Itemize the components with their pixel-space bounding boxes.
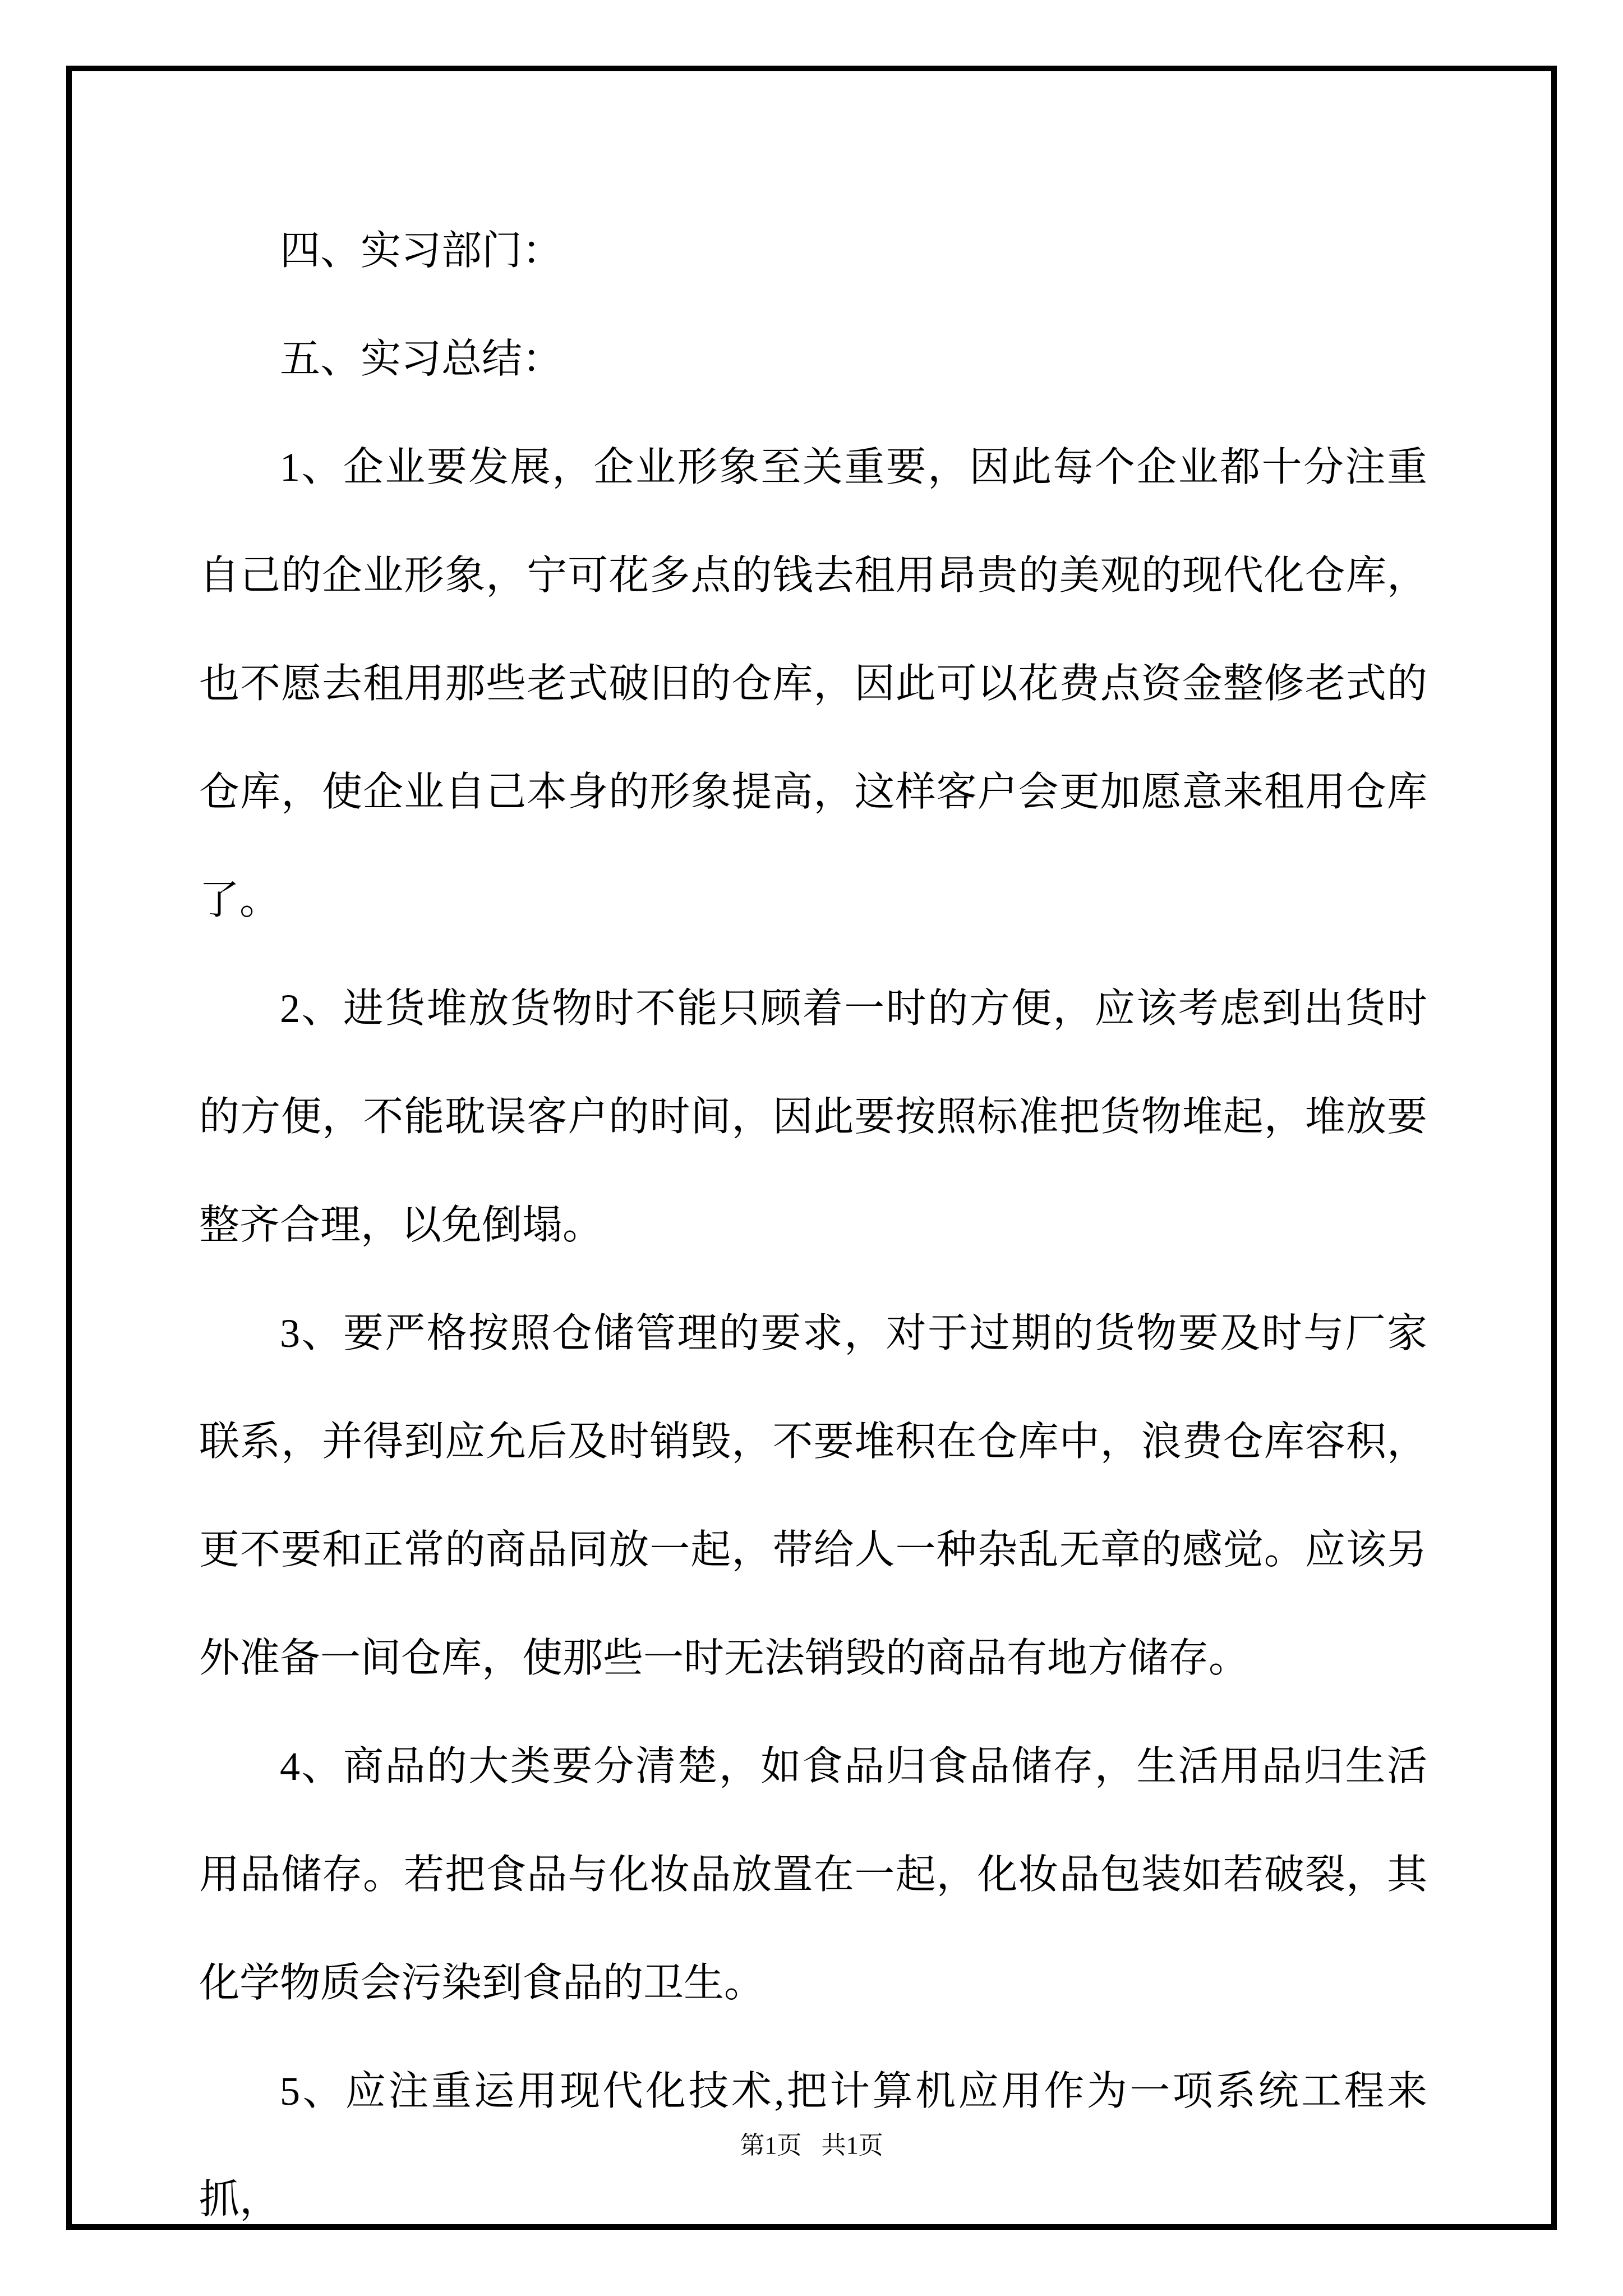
heading-internship-department: 四、实习部门： (280, 228, 563, 273)
paragraph-item-5: 5、应注重运用现代化技术,把计算机应用作为一项系统工程来抓， (199, 2069, 1427, 2222)
paragraph-item-3: 3、要严格按照仓储管理的要求，对于过期的货物要及时与厂家联系，并得到应允后及时销毁，不要堆积在仓库中，浪费仓库容积，更不要和正常的商品同放一起，带给人一种杂乱无章的感觉。应该另外准备一间仓库，使那些一时无法销毁的商品有地方储存。 (199, 1311, 1427, 1681)
page-border-frame (66, 66, 1557, 2230)
paragraph-item-2: 2、进货堆放货物时不能只顾着一时的方便，应该考虑到出货时的方便，不能耽误客户的时间，因此要按照标准把货物堆起，堆放要整齐合理，以免倒塌。 (199, 986, 1427, 1248)
page-number-footer: 第1页 共1页 (740, 2132, 883, 2159)
paragraph-item-4: 4、商品的大类要分清楚，如食品归食品储存，生活用品归生活用品储存。若把食品与化妆品放置在一起，化妆品包装如若破裂，其化学物质会污染到食品的卫生。 (199, 1744, 1427, 2005)
heading-internship-summary: 五、实习总结： (280, 337, 563, 381)
paragraph-item-1: 1、企业要发展，企业形象至关重要，因此每个企业都十分注重自己的企业形象，宁可花多点的钱去租用昂贵的美观的现代化仓库，也不愿去租用那些老式破旧的仓库，因此可以花费点资金整修老式的仓库，使企业自己本身的形象提高，这样客户会更加愿意来租用仓库了。 (199, 445, 1427, 923)
document-body (199, 197, 1427, 2254)
